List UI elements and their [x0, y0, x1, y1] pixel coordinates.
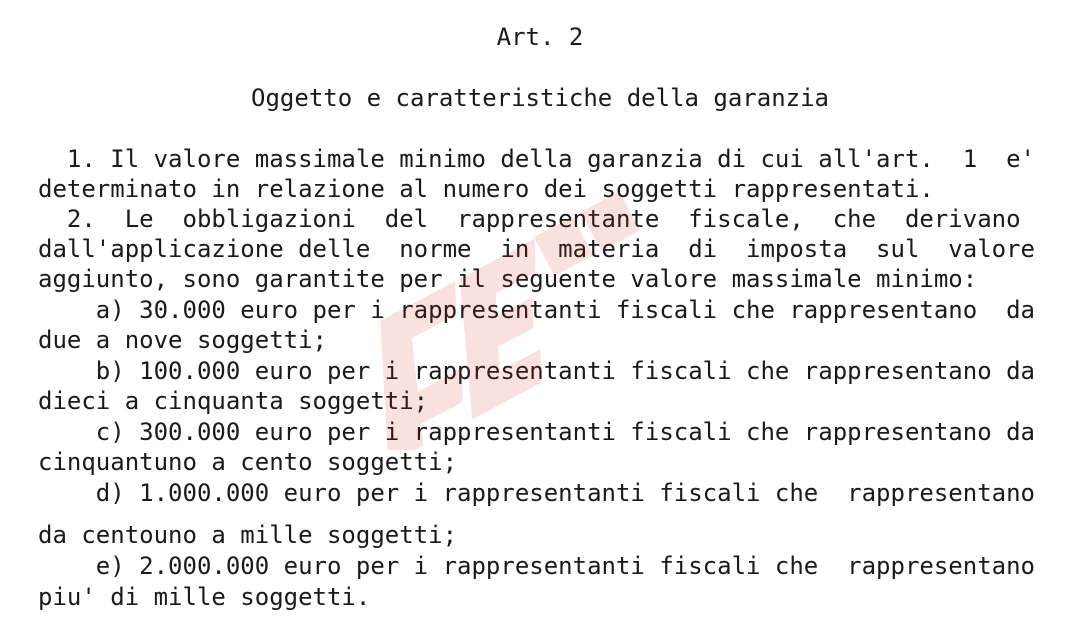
article-title: Oggetto e caratteristiche della garanzia	[251, 84, 829, 112]
list-item-line: e) 2.000.000 euro per i rappresentanti fiscali che rappresentano	[38, 552, 1035, 580]
paragraph-line: 1. Il valore massimale minimo della garanzia di cui all'art. 1 e'	[38, 145, 1035, 173]
paragraph-line: determinato in relazione al numero dei soggetti rappresentati.	[38, 175, 934, 203]
list-item-line: da centouno a mille soggetti;	[38, 521, 458, 549]
list-item-line: cinquantuno a cento soggetti;	[38, 448, 458, 476]
paragraph-line: dall'applicazione delle norme in materia di imposta sul valore	[38, 235, 1035, 263]
list-item-line: d) 1.000.000 euro per i rappresentanti fiscali che rappresentano	[38, 479, 1035, 507]
list-item-line: dieci a cinquanta soggetti;	[38, 387, 429, 415]
article-number: Art. 2	[496, 23, 584, 51]
paragraph-line: aggiunto, sono garantite per il seguente valore massimale minimo:	[38, 265, 978, 293]
list-item-line: piu' di mille soggetti.	[38, 583, 371, 611]
list-item-line: a) 30.000 euro per i rappresentanti fiscali che rappresentano da	[38, 296, 1035, 324]
list-item-line: c) 300.000 euro per i rappresentanti fiscali che rappresentano da	[38, 418, 1035, 446]
paragraph-line: 2. Le obbligazioni del rappresentante fiscale, che derivano	[38, 205, 1021, 233]
list-item-line: due a nove soggetti;	[38, 326, 327, 354]
list-item-line: b) 100.000 euro per i rappresentanti fiscali che rappresentano da	[38, 357, 1035, 385]
